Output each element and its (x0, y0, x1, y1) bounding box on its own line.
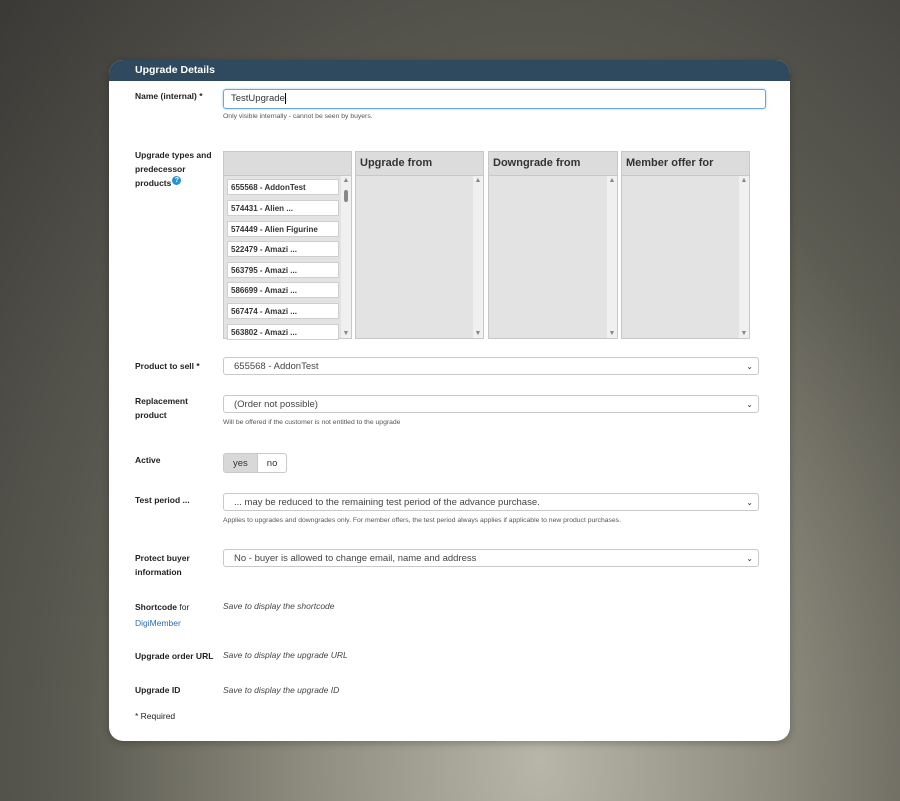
products-list[interactable] (224, 176, 351, 338)
downgrade-from-pane[interactable] (488, 151, 618, 339)
scroll-down-icon[interactable]: ▼ (740, 330, 748, 337)
scroll-down-icon[interactable]: ▼ (474, 330, 482, 337)
product-item[interactable]: 655568 - AddonTest (227, 179, 339, 195)
member-offer-header: Member offer for (622, 152, 749, 176)
name-hint: Only visible internally - cannot be seen by buyers. (223, 113, 373, 120)
member-offer-pane[interactable] (621, 151, 750, 339)
products-pane (223, 151, 352, 339)
test-period-hint: Applies to upgrades and downgrades only. For member offers, the test period always applies if applicable to new product purchases. (223, 517, 621, 524)
test-period-select[interactable]: ... may be reduced to the remaining test period of the advance purchase. ⌄ (223, 493, 759, 511)
upgrade-from-header: Upgrade from (356, 152, 483, 176)
replacement-label: Replacement product (135, 396, 188, 420)
active-yes-button[interactable]: yes (223, 453, 258, 473)
active-toggle (223, 453, 287, 473)
product-item[interactable]: 574449 - Alien Figurine (227, 221, 339, 237)
order-url-label: Upgrade order URL (135, 651, 214, 661)
scroll-up-icon[interactable]: ▲ (342, 177, 350, 184)
products-scrollbar[interactable] (341, 176, 351, 338)
order-url-value: Save to display the upgrade URL (223, 650, 348, 660)
required-note: * Required (135, 711, 176, 721)
chevron-down-icon: ⌄ (746, 498, 753, 507)
upgrade-from-pane[interactable] (355, 151, 484, 339)
scroll-up-icon[interactable]: ▲ (740, 177, 748, 184)
shortcode-label: Shortcode for DigiMember (135, 602, 190, 628)
text-caret (285, 93, 286, 104)
scroll-down-icon[interactable]: ▼ (608, 330, 616, 337)
products-pane-header (224, 152, 351, 176)
protect-buyer-select[interactable]: No - buyer is allowed to change email, name and address ⌄ (223, 549, 759, 567)
test-period-label: Test period ... (135, 495, 190, 505)
name-label: Name (internal) * (135, 91, 203, 101)
upgrade-id-label: Upgrade ID (135, 685, 181, 695)
member-offer-scrollbar[interactable] (739, 176, 749, 338)
chevron-down-icon: ⌄ (746, 362, 753, 371)
scroll-up-icon[interactable]: ▲ (474, 177, 482, 184)
upgrade-details-card (109, 60, 790, 741)
upgrade-types-label: Upgrade types and predecessor products ? (135, 150, 212, 188)
product-item[interactable]: 522479 - Amazi ... (227, 241, 339, 257)
product-item[interactable]: 574431 - Alien ... (227, 200, 339, 216)
chevron-down-icon: ⌄ (746, 400, 753, 409)
scroll-down-icon[interactable]: ▼ (342, 330, 350, 337)
product-item[interactable]: 563795 - Amazi ... (227, 262, 339, 278)
product-item[interactable]: 563802 - Amazi ... (227, 324, 339, 340)
downgrade-from-scrollbar[interactable] (607, 176, 617, 338)
card-title: Upgrade Details (109, 60, 790, 81)
protect-buyer-label: Protect buyer information (135, 553, 190, 577)
name-input[interactable] (223, 89, 766, 109)
shortcode-value: Save to display the shortcode (223, 601, 335, 611)
name-input-value: TestUpgrade (231, 93, 285, 104)
help-icon[interactable]: ? (172, 176, 181, 185)
product-to-sell-select[interactable]: 655568 - AddonTest ⌄ (223, 357, 759, 375)
replacement-select[interactable]: (Order not possible) ⌄ (223, 395, 759, 413)
scroll-thumb[interactable] (344, 190, 348, 202)
downgrade-from-header: Downgrade from (489, 152, 617, 176)
upgrade-from-scrollbar[interactable] (473, 176, 483, 338)
upgrade-id-value: Save to display the upgrade ID (223, 685, 340, 695)
replacement-hint: Will be offered if the customer is not entitled to the upgrade (223, 419, 401, 426)
digimember-link[interactable]: DigiMember (135, 618, 181, 628)
chevron-down-icon: ⌄ (746, 554, 753, 563)
product-to-sell-label: Product to sell * (135, 361, 200, 371)
product-item[interactable]: 567474 - Amazi ... (227, 303, 339, 319)
active-no-button[interactable]: no (258, 453, 288, 473)
scroll-up-icon[interactable]: ▲ (608, 177, 616, 184)
active-label: Active (135, 455, 161, 465)
product-item[interactable]: 586699 - Amazi ... (227, 282, 339, 298)
